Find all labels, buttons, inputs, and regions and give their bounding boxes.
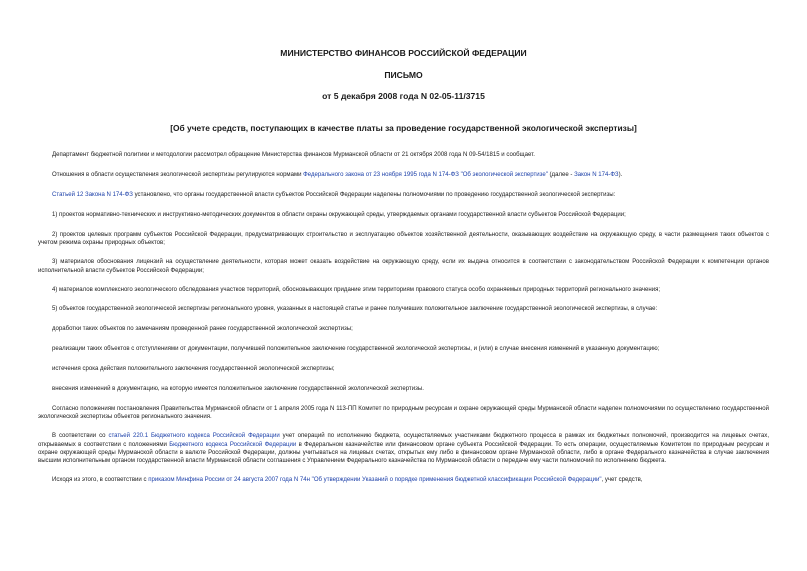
paragraph-3 [38, 191, 769, 199]
document-body [38, 151, 769, 496]
paragraph-6: 3) материалов обоснования лицензий на осуществление деятельности, которая может оказать воздействие на окружающую среду, если их выдача относится в соответствии с законодательством Российской Федерации к компетенции органов исполнительной власти субъектов Российской Федерации; [38, 259, 769, 274]
paragraph-11: истечения срока действия положительного заключения государственной экологической экспертизы; [52, 365, 335, 372]
paragraph-3-text: установлено, что органы государственной власти субъектов Российской Федерации наделены полномочиями по проведению государственной экологической экспертизы: [132, 192, 616, 198]
paragraph-15 [38, 476, 769, 484]
paragraph-14-text-c: в Федеральном казначействе или финансовом органе субъекта Российской Федерации. То есть операции, осуществляемые Комитетом по природным ресурсам и охране окружающей среды Мурманской области в валюте Российской Федерации, должны учитываться на лицевых счетах, открытых ему либо в финансовом органе Мурманской области, либо в органе Федерального казначейства в случае заключения высшим исполнительным органом государственной власти Мурманской области соглашения с Управлением Федерального казначейства по Мурманской области о передаче ему части полномочий по исполнению бюджета. [38, 441, 769, 465]
paragraph-1: Департамент бюджетной политики и методологии рассмотрел обращение Министерства финансов Мурманской области от 21 октября 2008 года N 09-54/1815 и сообщает. [52, 152, 535, 158]
federal-law-174-link[interactable]: Федерального закона от 23 ноября 1995 года N 174-ФЗ "Об экологической экспертизе" [303, 172, 548, 178]
paragraph-2-text-b: (далее - [547, 172, 575, 178]
law-174-short-link[interactable]: Закон N 174-ФЗ [574, 172, 619, 178]
paragraph-8: 5) объектов государственной экологической экспертизы регионального уровня, указанных в настоящей статье и ранее получивших положительное заключение государственной экологической экспертизы, в случае: [52, 305, 658, 312]
paragraph-2-text-c: ). [618, 172, 623, 178]
paragraph-15-text-b: , учет средств, [601, 477, 643, 484]
document-date-number: от 5 декабря 2008 года N 02-05-11/3715 [322, 91, 485, 101]
paragraph-12: внесения изменений в документацию, на которую имеется положительное заключение государственной экологической экспертизы. [52, 385, 424, 392]
ministry-title: МИНИСТЕРСТВО ФИНАНСОВ РОССИЙСКОЙ ФЕДЕРАЦИИ [280, 48, 527, 58]
paragraph-4: 1) проектов нормативно-технических и инструктивно-методических документов в области охраны окружающей среды, утверждаемых органами государственной власти субъектов Российской Федерации; [52, 212, 626, 218]
paragraph-2-text-a: Отношения в области осуществления экологической экспертизы регулируются нормами [52, 172, 304, 178]
paragraph-15-text-a: Исходя из этого, в соответствии с [52, 477, 149, 484]
paragraph-10: реализации таких объектов с отступлениями от документации, получившей положительное заключение государственной экологической экспертизы, и (или) в случае внесения изменений в указанную документацию; [52, 345, 660, 352]
article-12-link[interactable]: Статьей 12 Закона N 174-ФЗ [52, 192, 133, 198]
paragraph-13: Согласно положениям постановления Правительства Мурманской области от 1 апреля 2005 года N 113-ПП Комитет по природным ресурсам и охране окружающей среды Мурманской области наделен полномочиями по осуществлению государственной экологической экспертизы объектов регионального значения. [38, 405, 769, 421]
paragraph-14 [38, 432, 769, 466]
paragraph-5: 2) проектов целевых программ субъектов Российской Федерации, предусматривающих строительство и эксплуатацию объектов хозяйственной деятельности, оказывающих воздействие на окружающую среду, в части размещения таких объектов с учетом режима охраны природных объектов; [38, 232, 769, 247]
paragraph-14-text-b: учет операций по исполнению бюджета, осуществляемых участниками бюджетного процесса в рамках их бюджетных полномочий, производится на лицевых счетах, открываемых в соответствии с положениями [38, 433, 769, 448]
paragraph-9: доработки таких объектов по замечаниям проведенной ранее государственной экологической экспертизы; [52, 325, 353, 332]
paragraph-2 [38, 171, 769, 179]
paragraph-14-text-a: В соответствии со [52, 433, 109, 440]
document-subject: [Об учете средств, поступающих в качестве платы за проведение государственной экологической экспертизы] [170, 123, 637, 133]
document-type: ПИСЬМО [384, 70, 423, 80]
budget-code-article-220-1-link[interactable]: статьей 220.1 Бюджетного кодекса Российской Федерации [108, 433, 280, 440]
budget-code-link[interactable]: Бюджетного кодекса Российской Федерации [169, 441, 297, 448]
paragraph-7: 4) материалов комплексного экологического обследования участков территорий, обосновывающих придание этим территориям правового статуса особо охраняемых природных территорий регионального значения; [52, 286, 661, 293]
minfin-order-74n-link[interactable]: приказом Минфина России от 24 августа 2007 года N 74н "Об утверждении Указаний о порядке применения бюджетной классификации Российской Федерации" [148, 477, 602, 484]
